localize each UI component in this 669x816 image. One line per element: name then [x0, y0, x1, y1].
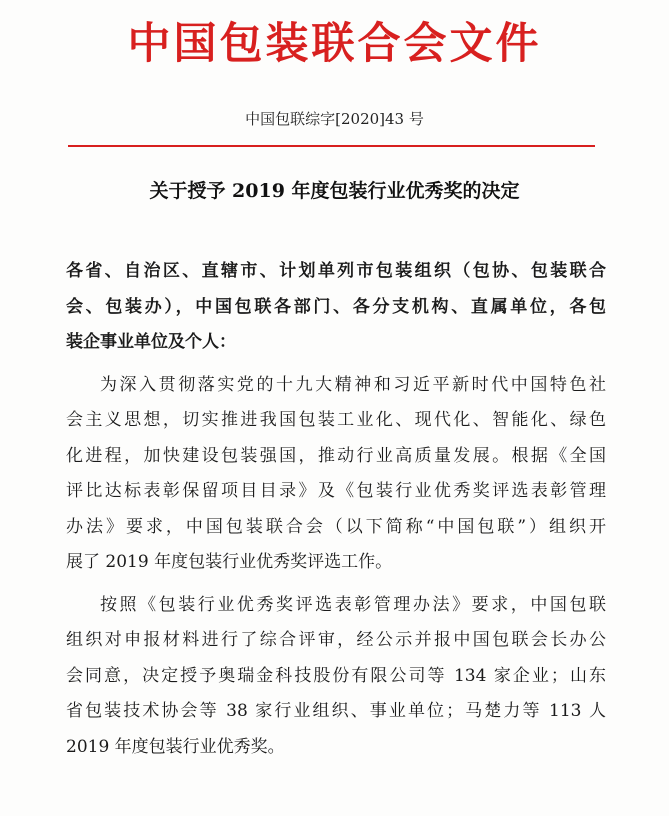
paragraph-line: 展了 2019 年度包装行业优秀奖评选工作。: [66, 552, 393, 572]
paragraph-line: 组织对申报材料进行了综合评审，经公示并报中国包联会长办公: [66, 630, 606, 650]
header-divider: [68, 145, 595, 147]
paragraph-line: 化进程，加快建设包装强国，推动行业高质量发展。根据《全国: [66, 445, 606, 466]
paragraph-line: 会同意，决定授予奥瑞金科技股份有限公司等 134 家企业；山东: [66, 665, 606, 686]
paragraph-line: 会主义思想，切实推进我国包装工业化、现代化、智能化、绿色: [66, 410, 606, 430]
addressee-line: 各省、自治区、直辖市、计划单列市包装组织（包协、包装联合: [66, 261, 606, 281]
paragraph-line: 按照《包装行业优秀奖评选表彰管理办法》要求，中国包联: [100, 594, 606, 615]
document-header-title: 中国包装联合会文件: [127, 19, 542, 69]
paragraph-line: 评比达标表彰保留项目目录》及《包装行业优秀奖评选表彰管理: [66, 481, 606, 501]
paragraph-gap: [66, 361, 606, 368]
paragraph-line: 为深入贯彻落实党的十九大精神和习近平新时代中国特色社: [100, 374, 606, 395]
paragraph-line: 2019 年度包装行业优秀奖。: [66, 736, 285, 757]
document-title: 关于授予 2019 年度包装行业优秀奖的决定: [149, 180, 520, 202]
addressee-line: 装企事业单位及个人：: [66, 332, 236, 352]
addressee-line: 会、包装办），中国包联各部门、各分支机构、直属单位，各包: [66, 296, 606, 317]
paragraph-gap: [66, 581, 606, 588]
paragraph-line: 办法》要求，中国包装联合会（以下简称“中国包联”）组织开: [66, 516, 606, 537]
paragraph-line: 省包装技术协会等 38 家行业组织、事业单位；马楚力等 113 人: [66, 701, 606, 721]
document-number: 中国包联综字[2020]43 号: [245, 110, 424, 128]
document-body: [66, 254, 606, 765]
